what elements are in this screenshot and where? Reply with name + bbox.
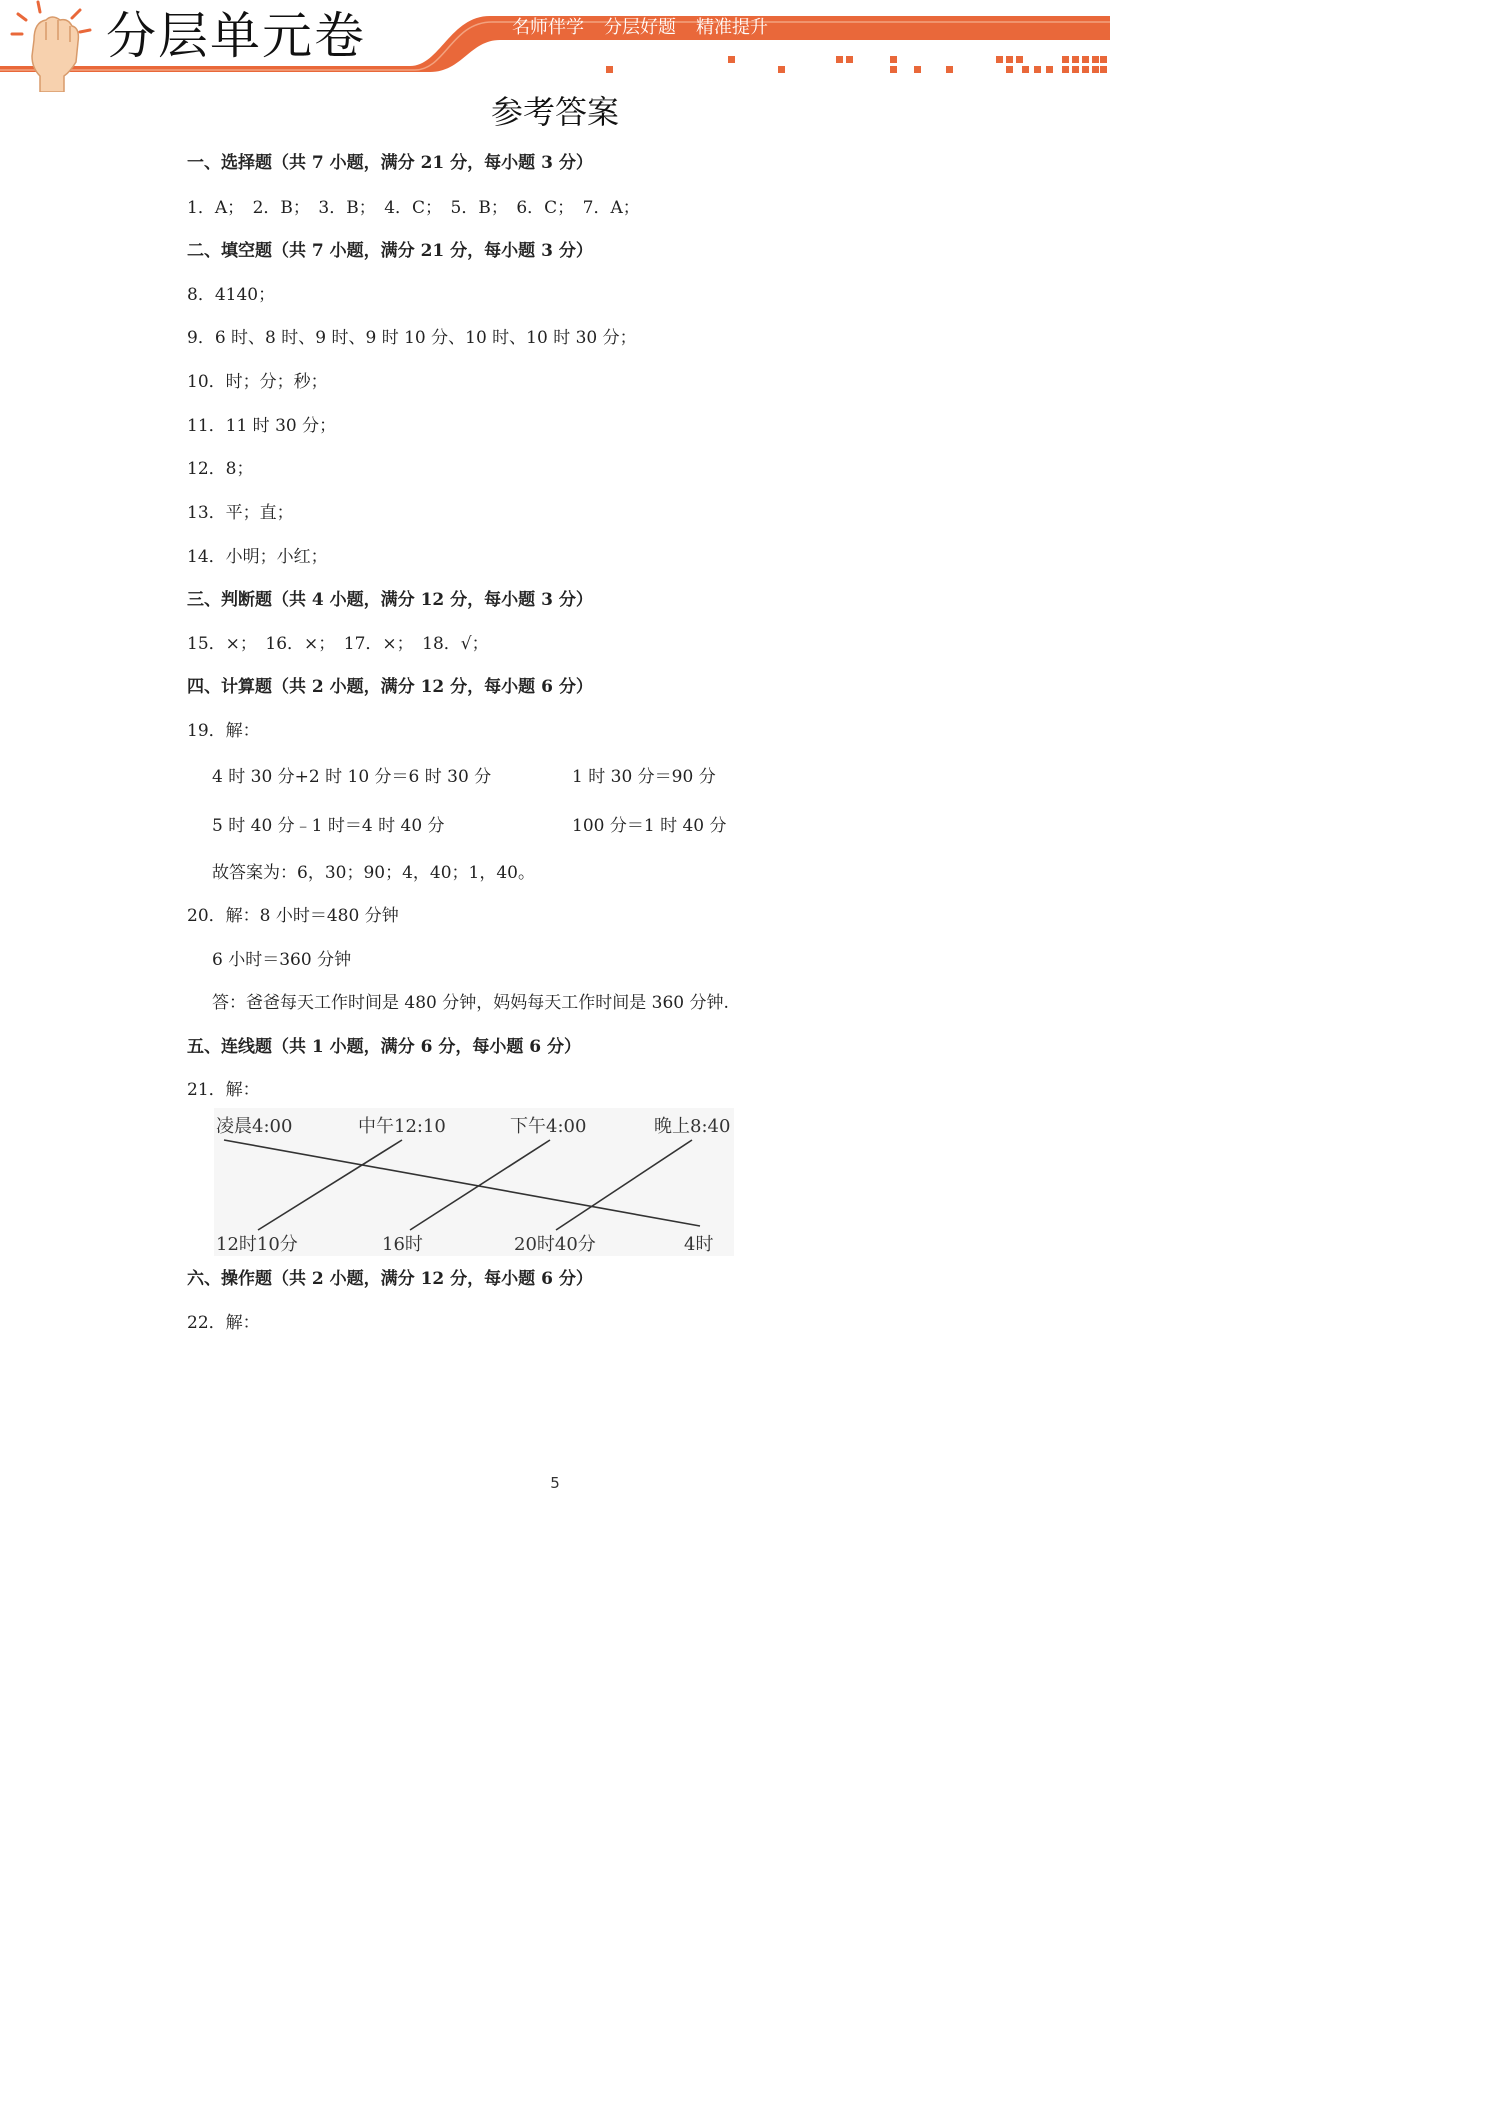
top-label-2: 中午12:10 (358, 1116, 446, 1137)
question-21-label: 21．解： (187, 1080, 260, 1100)
bottom-label-3: 20时40分 (514, 1234, 596, 1255)
calculation-b: 1 时 30 分＝90 分 (572, 767, 716, 787)
section-6-title: 六、操作题（共 2 小题，满分 12 分，每小题 6 分） (187, 1269, 593, 1289)
calculation-c: 5 时 40 分﹣1 时＝4 时 40 分 (212, 816, 445, 836)
answer-14: 14．小明；小红； (187, 547, 328, 567)
section-3-title: 三、判断题（共 4 小题，满分 12 分，每小题 3 分） (187, 590, 593, 610)
bottom-label-1: 12时10分 (216, 1234, 298, 1255)
top-label-1: 凌晨4:00 (216, 1116, 293, 1137)
brand-title: 分层单元卷 (106, 7, 366, 65)
question-20-line-1: 20．解：8 小时＝480 分钟 (187, 906, 399, 926)
answer-8: 8．4140； (187, 285, 276, 305)
page-number: 5 (550, 1474, 560, 1492)
bottom-label-2: 16时 (382, 1234, 423, 1255)
top-label-3: 下午4:00 (510, 1116, 587, 1137)
document-title: 参考答案 (490, 93, 619, 131)
question-19-label: 19．解： (187, 721, 260, 741)
slogan-3: 精准提升 (696, 17, 768, 38)
header-slogan (512, 16, 768, 40)
calculation-a: 4 时 30 分+2 时 10 分＝6 时 30 分 (212, 767, 492, 787)
section-3-answers: 15．×； 16．×； 17．×； 18．√； (187, 634, 489, 654)
answer-10: 10．时；分；秒； (187, 372, 328, 392)
top-label-4: 晚上8:40 (654, 1116, 731, 1137)
section-1-title: 一、选择题（共 7 小题，满分 21 分，每小题 3 分） (187, 153, 593, 173)
calculation-d: 100 分＝1 时 40 分 (572, 816, 727, 836)
raised-fist-icon (8, 0, 94, 92)
question-22-label: 22．解： (187, 1313, 260, 1333)
bottom-label-4: 4时 (684, 1234, 714, 1255)
page-header (0, 0, 1110, 95)
section-5-title: 五、连线题（共 1 小题，满分 6 分，每小题 6 分） (187, 1037, 581, 1057)
question-20-answer: 答：爸爸每天工作时间是 480 分钟，妈妈每天工作时间是 360 分钟. (212, 993, 729, 1013)
section-2-title: 二、填空题（共 7 小题，满分 21 分，每小题 3 分） (187, 241, 593, 261)
question-20-line-2: 6 小时＝360 分钟 (212, 950, 352, 970)
section-1-answers: 1．A； 2．B； 3．B； 4．C； 5．B； 6．C； 7．A； (187, 198, 640, 218)
answer-11: 11．11 时 30 分； (187, 416, 337, 436)
question-19-conclusion: 故答案为：6，30；90；4，40；1，40。 (212, 863, 535, 883)
time-matching-diagram (214, 1108, 734, 1256)
section-4-title: 四、计算题（共 2 小题，满分 12 分，每小题 6 分） (187, 677, 593, 697)
decorative-squares (606, 56, 1107, 73)
answer-9: 9．6 时、8 时、9 时、9 时 10 分、10 时、10 时 30 分； (187, 328, 637, 348)
answer-13: 13．平；直； (187, 503, 294, 523)
slogan-2: 分层好题 (604, 17, 676, 38)
answer-12: 12．8； (187, 459, 254, 479)
slogan-1: 名师伴学 (512, 17, 584, 38)
